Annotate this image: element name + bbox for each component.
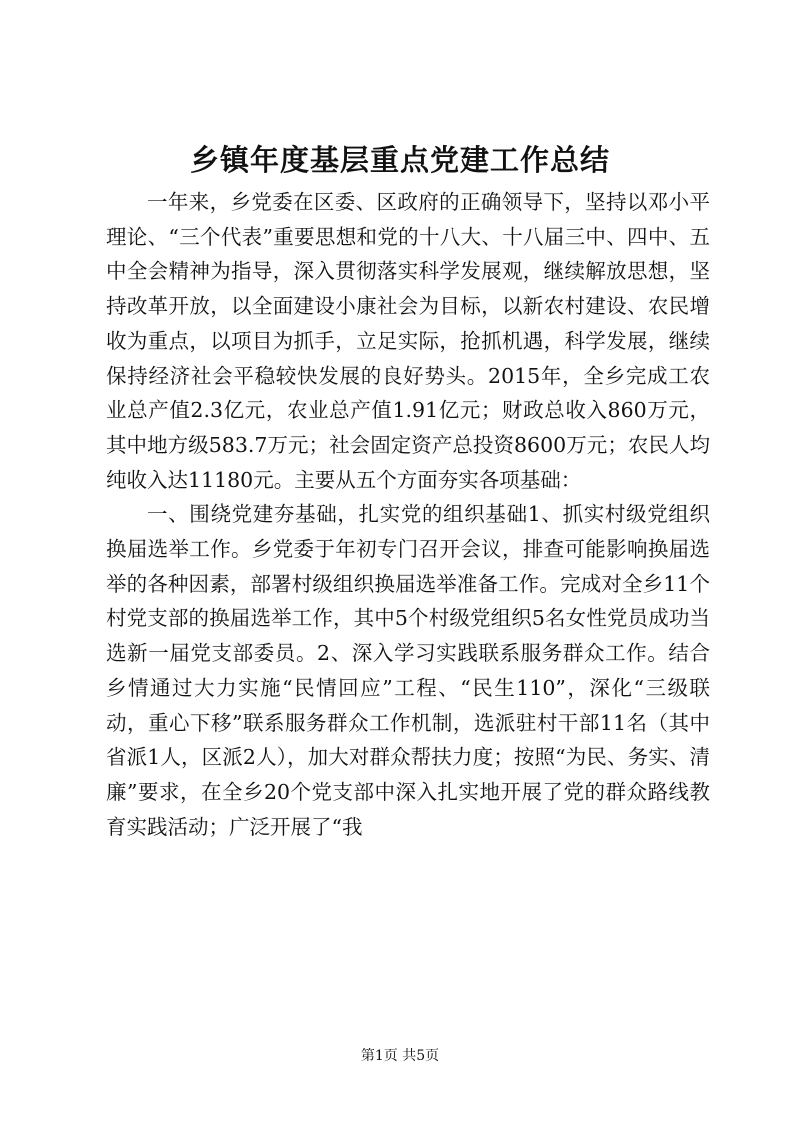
paragraph-section-one: 一、围绕党建夯基础，扎实党的组织基础1、抓实村级党组织换届选举工作。乡党委于年初专门召开会议，排查可能影响换届选举的各种因素，部署村级组织换届选举准备工作。完成对全乡11个村党支部的换届选举工作，其中5个村级党组织5名女性党员成功当选新一届党支部委员。2、深入学习实践联系服务群众工作。结合乡情通过大力实施“民情回应”工程、“民生110”，深化“三级联动，重心下移”联系服务群众工作机制，选派驻村干部11名（其中省派1人，区派2人），加大对群众帮扶力度；按照“为民、务实、清廉”要求，在全乡20个党支部中深入扎实地开展了党的群众路线教育实践活动；广泛开展了“我 xyxy=(106,502,710,839)
document-title: 乡镇年度基层重点党建工作总结 xyxy=(189,143,610,177)
paragraph-intro: 一年来，乡党委在区委、区政府的正确领导下，坚持以邓小平理论、“三个代表”重要思想和党的十八大、十八届三中、四中、五中全会精神为指导，深入贯彻落实科学发展观，继续解放思想，坚持改革开放，以全面建设小康社会为目标，以新农村建设、农民增收为重点，以项目为抓手，立足实际，抢抓机遇，科学发展，继续保持经济社会平稳较快发展的良好势头。2015年，全乡完成工农业总产值2.3亿元，农业总产值1.91亿元；财政总收入860万元，其中地方级583.7万元；社会固定资产总投资8600万元；农民人均纯收入达11180元。主要从五个方面夯实各项基础： xyxy=(106,190,710,492)
page-number: 第1页 共5页 xyxy=(360,1048,440,1064)
document-body xyxy=(106,185,710,844)
